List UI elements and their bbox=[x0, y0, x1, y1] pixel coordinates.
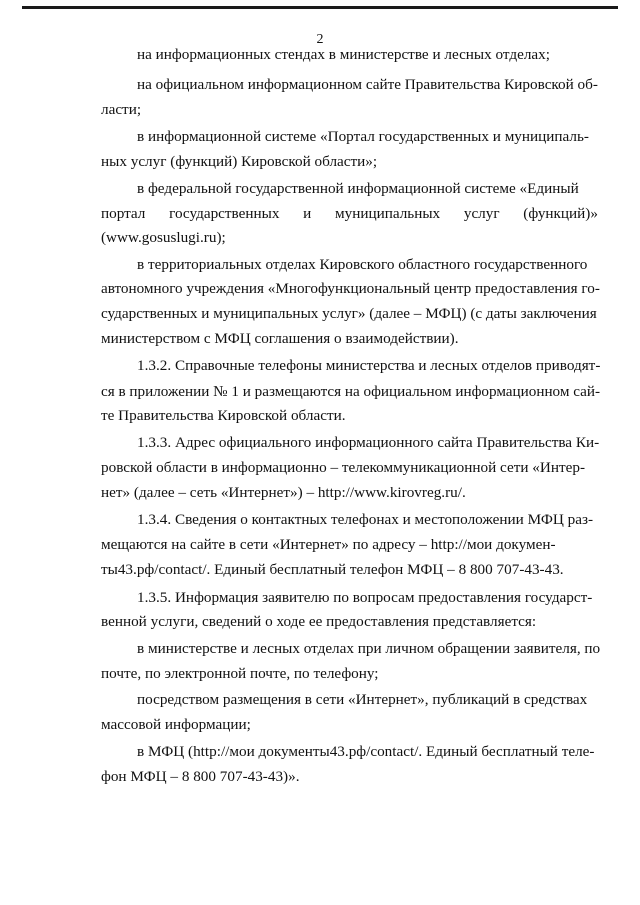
text-line: посредством размещения в сети «Интернет», публикаций в средствах bbox=[137, 691, 588, 708]
text-line: фон МФЦ – 8 800 707-43-43)». bbox=[101, 768, 300, 785]
word: портал bbox=[101, 205, 146, 222]
top-border-line bbox=[22, 6, 618, 9]
word: и bbox=[303, 205, 312, 222]
text-line: в МФЦ (http://мои документы43.рф/contact/. Единый бесплатный теле- bbox=[137, 743, 595, 760]
text-line: министерством с МФЦ соглашения о взаимодействии). bbox=[101, 330, 459, 347]
text-line: ся в приложении № 1 и размещаются на официальном информационном сай- bbox=[101, 383, 601, 400]
text-line: на официальном информационном сайте Правительства Кировской об- bbox=[137, 76, 598, 93]
text-line: ласти; bbox=[101, 101, 142, 118]
word: муниципальных bbox=[334, 205, 441, 222]
text-line: автономного учреждения «Многофункциональный центр предоставления го- bbox=[101, 280, 600, 297]
word: услуг bbox=[463, 205, 500, 222]
text-line: 1.3.4. Сведения о контактных телефонах и местоположении МФЦ раз- bbox=[137, 511, 594, 528]
text-line: ных услуг (функций) Кировской области»; bbox=[101, 153, 378, 170]
text-line: массовой информации; bbox=[101, 716, 251, 733]
justified-line bbox=[101, 205, 598, 223]
text-line: мещаются на сайте в сети «Интернет» по адресу – http://мои докумен- bbox=[101, 536, 556, 553]
text-line: ты43.рф/contact/. Единый бесплатный телефон МФЦ – 8 800 707-43-43. bbox=[101, 561, 564, 578]
text-line: 1.3.2. Справочные телефоны министерства и лесных отделов приводят- bbox=[137, 357, 601, 374]
text-line: на информационных стендах в министерстве и лесных отделах; bbox=[137, 46, 550, 63]
text-line: в информационной системе «Портал государственных и муниципаль- bbox=[137, 128, 589, 145]
text-line: 1.3.3. Адрес официального информационного сайта Правительства Ки- bbox=[137, 434, 600, 451]
word: государственных bbox=[169, 205, 280, 222]
text-line: в министерстве и лесных отделах при личном обращении заявителя, по bbox=[137, 640, 601, 657]
text-line: венной услуги, сведений о ходе ее предоставления представляется: bbox=[101, 613, 537, 630]
word: (функций)» bbox=[523, 205, 598, 222]
text-line: почте, по электронной почте, по телефону; bbox=[101, 665, 379, 682]
text-line: (www.gosuslugi.ru); bbox=[101, 229, 226, 246]
text-line: 1.3.5. Информация заявителю по вопросам предоставления государст- bbox=[137, 589, 593, 606]
text-line: нет» (далее – сеть «Интернет») – http://www.kirovreg.ru/. bbox=[101, 484, 466, 501]
text-line: ровской области в информационно – телекоммуникационной сети «Интер- bbox=[101, 459, 585, 476]
text-line: те Правительства Кировской области. bbox=[101, 407, 346, 424]
text-line: в федеральной государственной информационной системе «Единый bbox=[137, 180, 579, 197]
page-number: 2 bbox=[316, 32, 324, 47]
text-line: в территориальных отделах Кировского областного государственного bbox=[137, 256, 588, 273]
text-line: сударственных и муниципальных услуг» (далее – МФЦ) (с даты заключения bbox=[101, 305, 597, 322]
